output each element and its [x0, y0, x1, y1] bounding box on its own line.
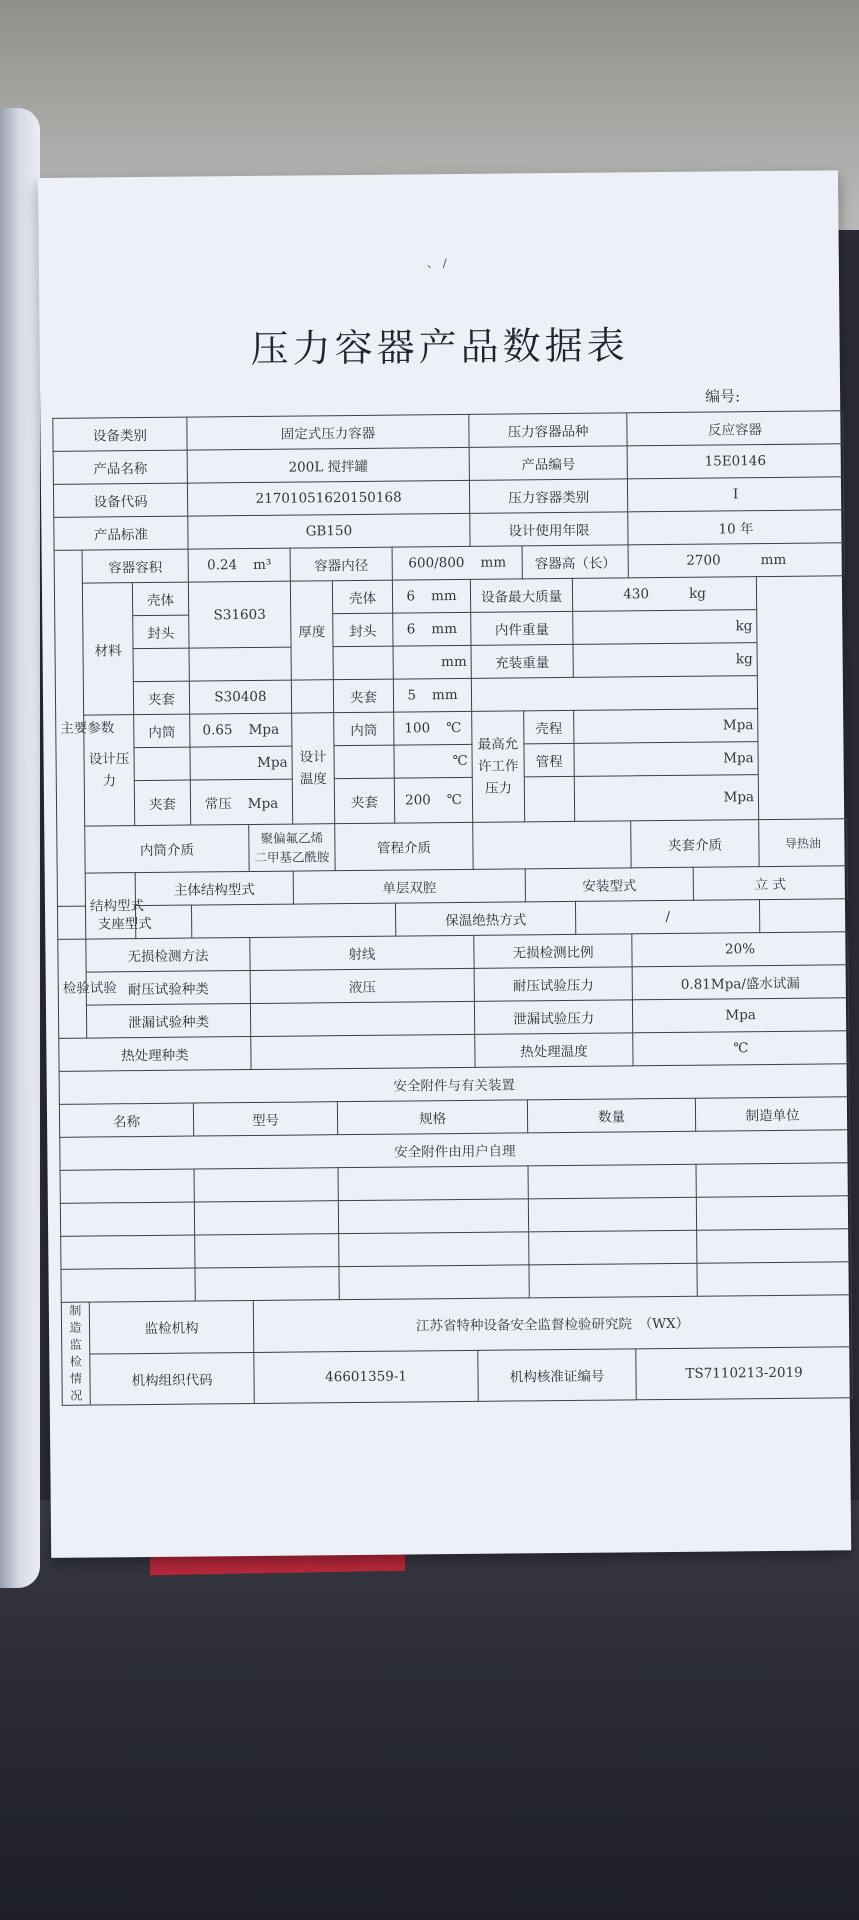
value-thickness-jacket: 5 mm — [393, 678, 471, 712]
label-equipment-category: 设备类别 — [53, 417, 187, 451]
value-temp-jacket: 200 ℃ — [394, 777, 472, 823]
row-pressure-jacket — [56, 774, 846, 827]
value-vessel-variety: 反应容器 — [627, 411, 843, 446]
value-insulation: / — [576, 900, 760, 935]
value-fill-weight: kg — [573, 643, 757, 678]
datasheet-table — [52, 410, 853, 1406]
label-tube-medium: 管程介质 — [335, 822, 474, 870]
value-product-number: 15E0146 — [627, 444, 843, 479]
label-org-code: 机构组织代码 — [90, 1352, 254, 1405]
label-thickness-jacket: 夹套 — [333, 679, 393, 713]
value-ndt-method: 射线 — [250, 935, 474, 970]
value-tube-medium — [473, 821, 631, 870]
label-insulation: 保温绝热方式 — [395, 901, 575, 936]
group-inspection: 检验试验 — [58, 939, 87, 1038]
blank-cell — [134, 747, 190, 781]
label-tube-side: 管程 — [524, 743, 574, 776]
label-material: 材料 — [82, 583, 133, 715]
label-main-structure: 主体结构型式 — [135, 871, 293, 906]
safety-col-spec: 规格 — [337, 1100, 527, 1135]
value-internal-weight: kg — [573, 610, 757, 645]
label-leak-test-pressure: 泄漏试验压力 — [474, 1000, 632, 1035]
value-agency: 江苏省特种设备安全监督检验研究院 （WX） — [253, 1295, 852, 1352]
group-supervision: 制造监检情况 — [61, 1302, 90, 1405]
label-height: 容器高（长） — [522, 545, 628, 579]
blank-cell — [60, 1169, 194, 1203]
label-volume: 容器容积 — [82, 549, 188, 583]
value-material-shell-head: S31603 — [188, 581, 291, 648]
blank-cell — [528, 1197, 696, 1232]
background-floor — [0, 1500, 859, 1920]
safety-section-title: 安全附件与有关装置 — [59, 1064, 849, 1105]
label-thickness-head: 封头 — [333, 613, 393, 647]
blank-cell — [60, 1202, 194, 1236]
label-heat-treatment-type: 热处理种类 — [59, 1036, 251, 1071]
value-temp-blank: ℃ — [394, 744, 472, 778]
value-pressure-inner: 0.65 Mpa — [190, 713, 292, 747]
blank-cell — [696, 1163, 850, 1197]
value-pressure-blank: Mpa — [190, 746, 292, 780]
label-approval-number: 机构核准证编号 — [478, 1348, 636, 1401]
label-equipment-code: 设备代码 — [53, 483, 187, 517]
value-thickness-head: 6 mm — [393, 612, 471, 646]
value-thickness-blank: mm — [393, 645, 471, 679]
value-ndt-ratio: 20% — [632, 932, 848, 967]
book-page-edge — [0, 108, 40, 1588]
group-main-params: 主要参数 — [54, 550, 85, 906]
label-fill-weight: 充装重量 — [471, 644, 573, 678]
value-max-mass: 430 kg — [572, 577, 756, 612]
number-label: 编号: — [705, 387, 741, 406]
blank-cell — [338, 1199, 528, 1234]
label-ndt-ratio: 无损检测比例 — [474, 934, 632, 969]
value-pressure-jacket: 常压 Mpa — [190, 779, 292, 825]
value-height: 2700 mm — [628, 543, 844, 578]
label-inner-medium: 内筒介质 — [85, 825, 249, 874]
safety-note: 安全附件由用户自理 — [60, 1130, 850, 1171]
label-design-temp: 设计温度 — [292, 713, 335, 824]
label-pressure-test-pressure: 耐压试验压力 — [474, 967, 632, 1002]
value-vessel-class: I — [627, 477, 843, 512]
safety-col-model: 型号 — [193, 1102, 337, 1136]
blank-cell — [338, 1166, 528, 1201]
blank-cell — [291, 680, 333, 713]
label-vessel-class: 压力容器类别 — [469, 479, 627, 514]
value-inner-medium: 聚偏氟乙烯 二甲基乙酰胺 — [249, 824, 335, 872]
blank-cell — [528, 1164, 696, 1199]
blank-cell — [133, 648, 189, 682]
value-org-code: 46601359-1 — [254, 1350, 479, 1404]
value-thickness-shell: 6 mm — [392, 579, 470, 613]
row-supervision-codes — [62, 1346, 853, 1405]
value-pressure-test-type: 液压 — [250, 968, 474, 1003]
value-inner-diameter: 600/800 mm — [392, 546, 522, 580]
value-heat-treatment-type — [251, 1034, 475, 1069]
label-vessel-variety: 压力容器品种 — [469, 413, 627, 448]
blank-cell — [697, 1262, 851, 1296]
datasheet-page — [38, 170, 851, 1558]
value-support-type — [191, 903, 395, 938]
group-structure: 结构型式 — [85, 873, 136, 939]
value-product-standard: GB150 — [188, 513, 470, 549]
label-max-allowed-pressure: 最高允许工作压力 — [472, 711, 525, 822]
blank-cell — [61, 1235, 195, 1269]
label-material-jacket: 夹套 — [133, 681, 189, 715]
label-temp-inner: 内筒 — [334, 712, 394, 746]
blank-cell — [529, 1230, 697, 1265]
page-title: 压力容器产品数据表 — [250, 323, 629, 371]
value-jacket-medium: 导热油 — [759, 819, 847, 867]
label-product-standard: 产品标准 — [54, 516, 188, 550]
safety-col-manufacturer: 制造单位 — [695, 1097, 849, 1131]
scan-mark: 、 / — [426, 256, 447, 271]
blank-cell — [61, 1268, 195, 1302]
label-agency: 监检机构 — [89, 1300, 253, 1353]
label-pressure-inner: 内筒 — [134, 714, 190, 748]
label-install-type: 安装型式 — [525, 867, 693, 902]
blank-cell — [524, 776, 574, 821]
label-product-number: 产品编号 — [469, 446, 627, 481]
label-pressure-test-type: 耐压试验种类 — [86, 971, 250, 1006]
label-support-type: 支座型式 — [57, 905, 191, 939]
label-shell-side: 壳程 — [524, 710, 574, 743]
value-heat-treatment-temp: ℃ — [633, 1031, 849, 1066]
label-material-head: 封头 — [133, 615, 189, 649]
value-install-type: 立 式 — [693, 866, 847, 900]
value-pressure-test-pressure: 0.81Mpa/盛水试漏 — [632, 965, 848, 1000]
blank-cell — [333, 646, 393, 680]
value-shell-side: Mpa — [574, 709, 758, 744]
label-max-mass: 设备最大质量 — [470, 578, 572, 612]
label-jacket-medium: 夹套介质 — [631, 820, 759, 868]
value-material-jacket: S30408 — [189, 680, 291, 714]
value-main-structure: 单层双腔 — [293, 869, 525, 904]
label-temp-jacket: 夹套 — [334, 778, 394, 824]
blank-cell — [471, 676, 757, 712]
label-ndt-method: 无损检测方法 — [86, 938, 250, 973]
blank-cell — [195, 1234, 339, 1268]
blank-cell — [195, 1267, 339, 1301]
value-jacket-side: Mpa — [574, 775, 758, 822]
value-product-name: 200L 搅拌罐 — [187, 447, 469, 483]
row-media — [57, 819, 847, 874]
label-inner-diameter: 容器内径 — [290, 547, 392, 581]
value-leak-test-pressure: Mpa — [632, 998, 848, 1033]
label-design-pressure: 设计压力 — [84, 715, 135, 826]
safety-col-quantity: 数量 — [527, 1098, 695, 1133]
label-pressure-jacket: 夹套 — [134, 780, 190, 826]
blank-cell — [339, 1232, 529, 1267]
value-equipment-code: 21701051620150168 — [187, 480, 469, 516]
value-leak-test-type — [250, 1001, 474, 1036]
safety-col-name: 名称 — [59, 1103, 193, 1137]
blank-cell — [334, 745, 394, 779]
blank-cell — [696, 1196, 850, 1230]
value-approval-number: TS7110213-2019 — [636, 1346, 852, 1400]
blank-cell — [194, 1168, 338, 1202]
blank-cell — [529, 1263, 697, 1298]
value-design-life: 10 年 — [628, 510, 844, 545]
blank-cell — [189, 647, 291, 681]
row-supervision-agency — [61, 1295, 852, 1354]
label-thickness-shell: 壳体 — [332, 580, 392, 614]
value-tube-side: Mpa — [574, 742, 758, 777]
label-internal-weight: 内件重量 — [471, 611, 573, 645]
label-design-life: 设计使用年限 — [470, 512, 628, 547]
label-product-name: 产品名称 — [53, 450, 187, 484]
label-material-shell: 壳体 — [132, 582, 188, 616]
value-equipment-category: 固定式压力容器 — [187, 414, 469, 450]
label-heat-treatment-temp: 热处理温度 — [475, 1033, 633, 1068]
value-volume: 0.24 m³ — [188, 548, 290, 582]
label-leak-test-type: 泄漏试验种类 — [86, 1003, 250, 1038]
blank-cell — [697, 1229, 851, 1263]
blank-cell — [339, 1265, 529, 1300]
label-thickness: 厚度 — [290, 581, 333, 680]
value-temp-inner: 100 ℃ — [394, 711, 472, 745]
blank-cell — [194, 1201, 338, 1235]
